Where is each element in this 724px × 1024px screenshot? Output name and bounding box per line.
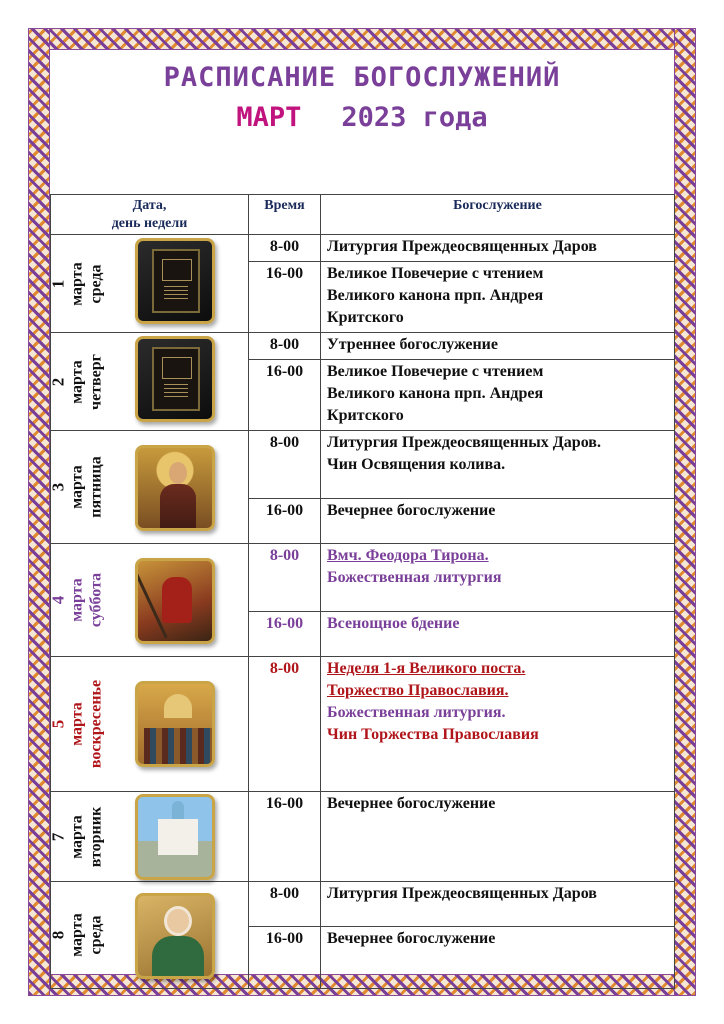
- date-cell-8: [48, 882, 249, 989]
- service-text: Всенощное бдение: [321, 612, 675, 657]
- table-header-row: [51, 195, 675, 235]
- schedule-table: [50, 194, 675, 989]
- table-row: [51, 882, 675, 927]
- date-cell-1: [48, 235, 249, 333]
- service-time: 16-00: [249, 792, 321, 882]
- church-icon: [135, 681, 215, 767]
- header-date-line2: день недели: [111, 216, 188, 231]
- table-row: [51, 544, 675, 612]
- service-time: 8-00: [249, 333, 321, 360]
- service-text: Неделя 1-я Великого поста. Торжество Православия. Божественная литургия. Чин Торжества Православия: [321, 657, 675, 792]
- table-row: [51, 431, 675, 499]
- service-text: Литургия Преждеосвященных Даров: [321, 882, 675, 927]
- service-text: Вечернее богослужение: [321, 792, 675, 882]
- header-time: Время: [249, 195, 321, 235]
- service-text: Вечернее богослужение: [321, 927, 675, 989]
- table-row: [51, 333, 675, 360]
- header-service: Богослужение: [321, 195, 675, 235]
- service-text: Вечернее богослужение: [321, 499, 675, 544]
- date-label-3: 3 марта пятница: [48, 456, 105, 518]
- date-cell-5: [48, 657, 249, 792]
- ornament-border-right: [674, 28, 696, 996]
- temple-photo-icon: [135, 794, 215, 880]
- saint-icon: [135, 445, 215, 531]
- service-time: 16-00: [249, 499, 321, 544]
- date-label-8: 8 марта среда: [48, 913, 105, 957]
- date-cell-4: [48, 544, 249, 657]
- date-cell-2: [48, 333, 249, 431]
- service-text: Великое Повечерие с чтением Великого канона прп. Андрея Критского: [321, 262, 675, 333]
- date-label-4: 4 марта суббота: [48, 572, 105, 628]
- service-text: Литургия Преждеосвященных Даров: [321, 235, 675, 262]
- service-time: 16-00: [249, 262, 321, 333]
- service-text: Великое Повечерие с чтением Великого канона прп. Андрея Критского: [321, 360, 675, 431]
- month-label: МАРТ: [236, 102, 302, 133]
- service-text: Вмч. Феодора Тирона. Божественная литургия: [321, 544, 675, 612]
- page-title: РАСПИСАНИЕ БОГОСЛУЖЕНИЙ: [163, 62, 561, 93]
- header-date: [51, 195, 249, 235]
- date-label-7: 7 марта вторник: [48, 806, 105, 867]
- date-label-1: 1 марта среда: [48, 261, 105, 306]
- book-icon: [135, 336, 215, 422]
- service-time: 8-00: [249, 657, 321, 792]
- table-row: [51, 235, 675, 262]
- book-icon: [135, 238, 215, 324]
- service-time: 16-00: [249, 612, 321, 657]
- table-row: [51, 657, 675, 792]
- service-time: 8-00: [249, 882, 321, 927]
- ornament-border-top: [28, 28, 696, 50]
- date-cell-3: [48, 431, 249, 544]
- service-time: 16-00: [249, 360, 321, 431]
- table-row: [51, 792, 675, 882]
- header-date-line1: Дата,: [132, 198, 167, 213]
- ornament-border-left: [28, 28, 50, 996]
- service-time: 8-00: [249, 544, 321, 612]
- page-subtitle: [50, 102, 674, 133]
- year-label: 2023 года: [341, 102, 488, 133]
- service-time: 8-00: [249, 431, 321, 499]
- service-time: 16-00: [249, 927, 321, 989]
- date-label-2: 2 марта четверг: [48, 353, 105, 410]
- matrona-icon: [135, 893, 215, 979]
- service-text: Литургия Преждеосвященных Даров. Чин Освящения колива.: [321, 431, 675, 499]
- date-cell-7: [48, 792, 249, 882]
- service-text: Утреннее богослужение: [321, 333, 675, 360]
- service-time: 8-00: [249, 235, 321, 262]
- warrior-icon: [135, 558, 215, 644]
- date-label-5: 5 марта воскресенье: [48, 679, 105, 769]
